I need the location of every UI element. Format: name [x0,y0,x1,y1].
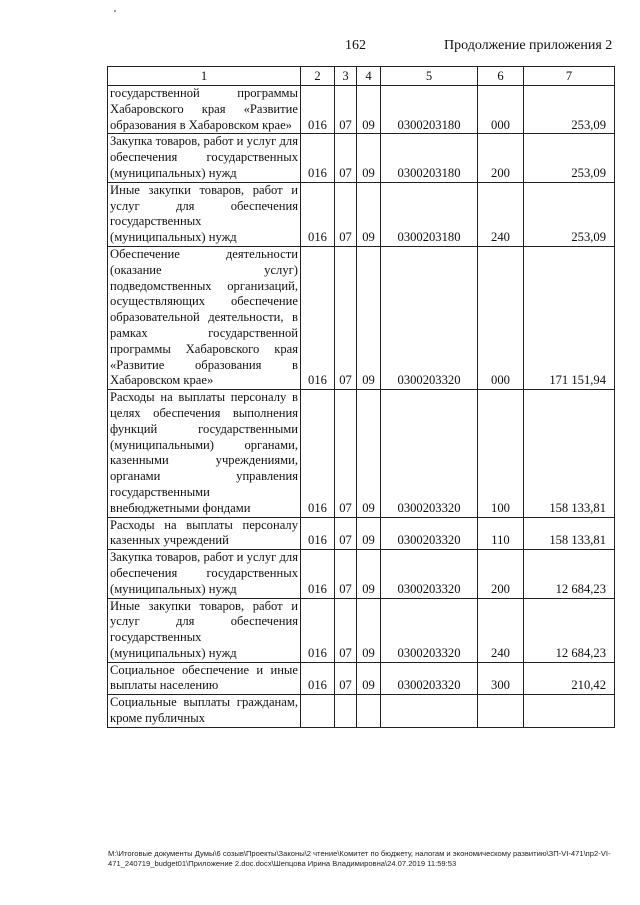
row-name-cell: Расходы на выплаты персоналу в целях обеспечения выполнения функций государственными (муниципальными) органами, казенными учреждениями, органами управления государственными внебюджетными фондами [108,390,301,517]
subsection-cell: 09 [357,517,381,550]
amount-cell: 253,09 [524,86,615,134]
expense-type-cell: 000 [478,246,524,389]
table-row [108,517,615,550]
amount-cell: 12 684,23 [524,550,615,598]
table-row [108,662,615,695]
target-article-cell [381,695,478,728]
row-name-cell: Социальное обеспечение и иные выплаты населению [108,662,301,695]
amount-cell: 253,09 [524,182,615,246]
subsection-cell: 09 [357,182,381,246]
section-cell: 07 [335,182,357,246]
column-header: 3 [335,67,357,86]
amount-cell: 253,09 [524,134,615,182]
budget-table [107,66,615,728]
amount-cell: 12 684,23 [524,598,615,662]
code-cell: 016 [301,182,335,246]
subsection-cell: 09 [357,598,381,662]
section-cell: 07 [335,246,357,389]
row-name-cell: Иные закупки товаров, работ и услуг для обеспечения государственных (муниципальных) нужд [108,598,301,662]
expense-type-cell: 240 [478,182,524,246]
column-header: 5 [381,67,478,86]
code-cell [301,695,335,728]
code-cell: 016 [301,134,335,182]
column-header: 6 [478,67,524,86]
target-article-cell: 0300203320 [381,662,478,695]
table-row [108,86,615,134]
table-row [108,134,615,182]
row-name-cell: Расходы на выплаты персоналу казенных учреждений [108,517,301,550]
page-number: 162 [345,38,366,53]
section-cell: 07 [335,86,357,134]
expense-type-cell: 240 [478,598,524,662]
row-name-cell: Социальные выплаты гражданам, кроме публичных [108,695,301,728]
table-row [108,390,615,517]
table-row [108,550,615,598]
target-article-cell: 0300203320 [381,598,478,662]
subsection-cell: 09 [357,662,381,695]
section-cell: 07 [335,390,357,517]
document-path-footer: M:\Итоговые документы Думы\6 созыв\Проекты\Законы\2 чтение\Комитет по бюджету, налогам и экономическому развитию\ЗП-VI-471\пр2-VI-471_240719_budget01\Приложение 2.doc.docx\Шепцова Ирина Владимировна\24.07.2019 11:59:53 [108,849,611,868]
subsection-cell: 09 [357,246,381,389]
target-article-cell: 0300203180 [381,134,478,182]
expense-type-cell: 300 [478,662,524,695]
column-header: 2 [301,67,335,86]
target-article-cell: 0300203320 [381,390,478,517]
code-cell: 016 [301,246,335,389]
row-name-cell: Закупка товаров, работ и услуг для обеспечения государственных (муниципальных) нужд [108,134,301,182]
section-cell: 07 [335,134,357,182]
table-header-row [108,67,615,86]
column-header: 4 [357,67,381,86]
column-header: 1 [108,67,301,86]
section-cell: 07 [335,598,357,662]
section-cell: 07 [335,550,357,598]
amount-cell: 210,42 [524,662,615,695]
expense-type-cell: 200 [478,134,524,182]
table-row [108,246,615,389]
row-name-cell: Обеспечение деятельности (оказание услуг) подведомственных организаций, осуществляющих обеспечение образовательной деятельности, в рамках государственной программы Хабаровского края «Развитие образования в Хабаровском крае» [108,246,301,389]
target-article-cell: 0300203180 [381,182,478,246]
table-row [108,182,615,246]
continuation-label: Продолжение приложения 2 [444,38,613,53]
subsection-cell: 09 [357,390,381,517]
amount-cell: 171 151,94 [524,246,615,389]
section-cell [335,695,357,728]
expense-type-cell: 110 [478,517,524,550]
row-name-cell: Иные закупки товаров, работ и услуг для обеспечения государственных (муниципальных) нужд [108,182,301,246]
subsection-cell [357,695,381,728]
code-cell: 016 [301,662,335,695]
amount-cell: 158 133,81 [524,390,615,517]
target-article-cell: 0300203320 [381,517,478,550]
table-row [108,598,615,662]
expense-type-cell: 000 [478,86,524,134]
code-cell: 016 [301,390,335,517]
section-cell: 07 [335,517,357,550]
expense-type-cell [478,695,524,728]
table-row [108,695,615,728]
column-header: 7 [524,67,615,86]
amount-cell [524,695,615,728]
code-cell: 016 [301,598,335,662]
subsection-cell: 09 [357,134,381,182]
scan-speck [114,10,116,12]
section-cell: 07 [335,662,357,695]
code-cell: 016 [301,517,335,550]
amount-cell: 158 133,81 [524,517,615,550]
subsection-cell: 09 [357,86,381,134]
row-name-cell: Закупка товаров, работ и услуг для обеспечения государственных (муниципальных) нужд [108,550,301,598]
subsection-cell: 09 [357,550,381,598]
target-article-cell: 0300203320 [381,550,478,598]
expense-type-cell: 100 [478,390,524,517]
target-article-cell: 0300203320 [381,246,478,389]
expense-type-cell: 200 [478,550,524,598]
row-name-cell: государственной программы Хабаровского края «Развитие образования в Хабаровском крае» [108,86,301,134]
code-cell: 016 [301,86,335,134]
target-article-cell: 0300203180 [381,86,478,134]
code-cell: 016 [301,550,335,598]
